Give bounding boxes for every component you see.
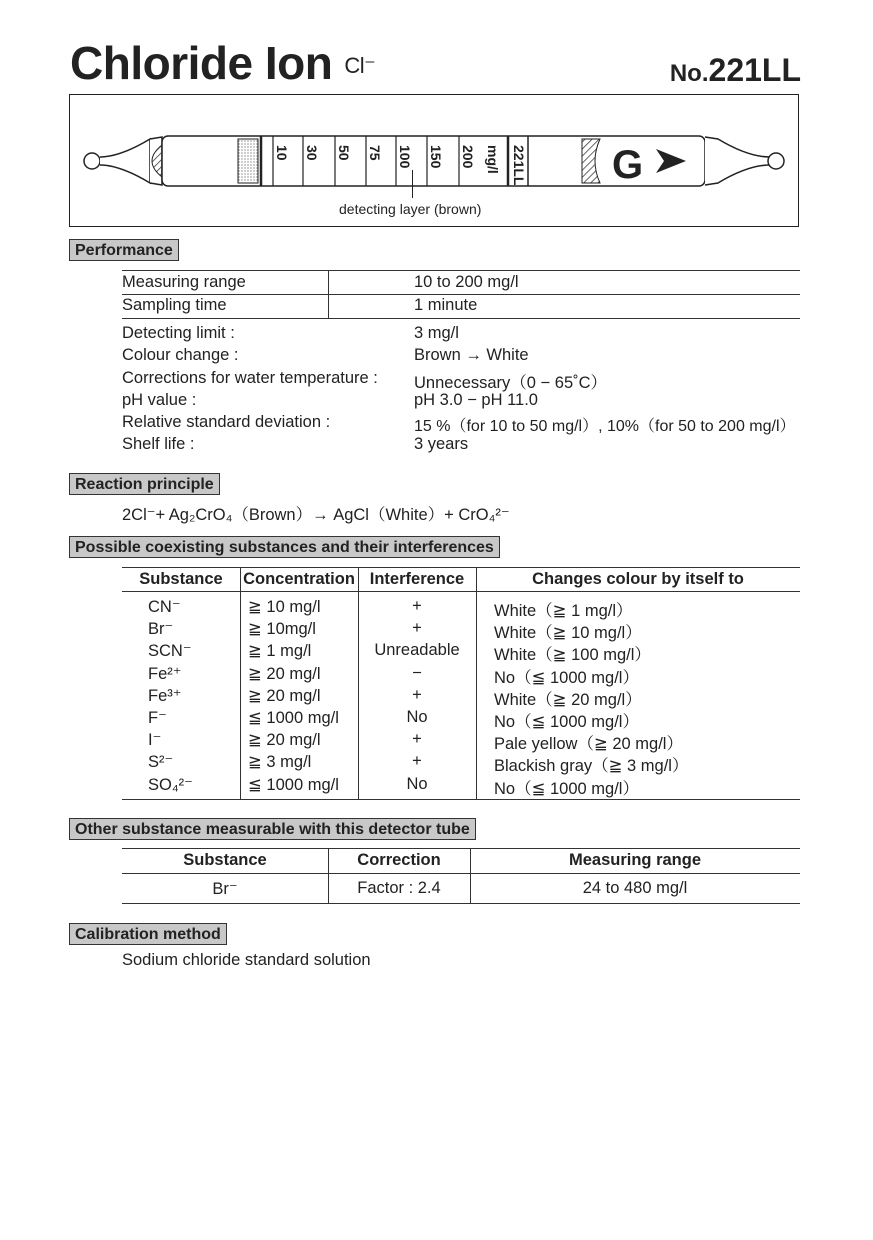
perf-item-value: Unnecessary（0 − 65˚C） (414, 374, 608, 392)
interf-cell-colour-change: Blackish gray（≧ 3 mg/l） (494, 757, 689, 776)
scale-label: 30 (304, 145, 320, 161)
interf-cell-substance: F⁻ (148, 709, 167, 727)
interf-cell-colour-change: Pale yellow（≧ 20 mg/l） (494, 735, 683, 754)
interf-cell-colour-change: No（≦ 1000 mg/l） (494, 713, 639, 731)
interf-cell-interference: + (412, 685, 422, 704)
caption-leader-line (412, 170, 413, 198)
interf-cell-colour-change: No（≦ 1000 mg/l） (494, 779, 639, 798)
other-substance-heading: Other substance measurable with this detector tube (69, 818, 476, 840)
interferences-heading: Possible coexisting substances and their interferences (69, 536, 500, 558)
perf-table-mid-rule (122, 294, 800, 295)
scale-label: 10 (274, 145, 290, 161)
perf-table-label: Measuring range (122, 273, 246, 291)
interf-cell-interference: + (412, 619, 422, 638)
other-cell-range: 24 to 480 mg/l (582, 879, 688, 897)
perf-item-label: Shelf life : (122, 435, 195, 453)
interf-cell-substance: Br⁻ (148, 620, 174, 639)
other-table-header-rule (122, 873, 800, 874)
interf-cell-substance: Fe²⁺ (148, 664, 182, 683)
perf-item-label: Corrections for water temperature : (122, 369, 378, 387)
reaction-equation: 2Cl⁻+ Ag₂CrO₄（Brown）→ AgCl（White）+ CrO₄²⁻ (122, 506, 510, 524)
interf-cell-interference: No (406, 774, 428, 793)
interf-cell-substance: I⁻ (148, 731, 162, 750)
tube-caption: detecting layer (brown) (339, 201, 482, 217)
calibration-text: Sodium chloride standard solution (122, 951, 371, 969)
perf-item-value: Brown → White (414, 346, 529, 364)
interf-cell-colour-change: White（≧ 100 mg/l） (494, 646, 651, 665)
product-number-value: 221LL (708, 52, 801, 88)
logo-letter: G (612, 143, 644, 187)
perf-table-label: Sampling time (122, 296, 227, 314)
interf-cell-interference: + (412, 597, 422, 615)
interf-table-bottom-rule (122, 799, 800, 800)
interf-cell-colour-change: White（≧ 1 mg/l） (494, 602, 633, 620)
interf-cell-interference: Unreadable (374, 641, 460, 660)
page-title (70, 36, 375, 90)
other-cell-substance: Br⁻ (212, 880, 238, 898)
interf-col-header: Interference (369, 570, 465, 588)
interf-col-divider (240, 567, 241, 799)
scale-label: 150 (428, 145, 444, 169)
other-col-header: Correction (357, 851, 441, 869)
interf-cell-interference: − (412, 663, 422, 682)
perf-item-value: 3 years (414, 435, 469, 453)
interf-cell-substance: SO₄²⁻ (148, 775, 193, 794)
interf-table-top-rule (122, 567, 800, 568)
interf-cell-colour-change: White（≧ 20 mg/l） (494, 690, 642, 709)
tube-code: 221LL (511, 145, 527, 186)
title-text: Chloride Ion (70, 37, 333, 89)
perf-table-value: 10 to 200 mg/l (414, 273, 519, 291)
perf-table-divider (328, 270, 329, 318)
interf-cell-concentration: ≧ 20 mg/l (248, 664, 321, 683)
product-number-prefix: No. (669, 60, 709, 87)
product-number (670, 52, 801, 89)
interf-cell-concentration: ≧ 3 mg/l (248, 753, 312, 772)
calibration-heading: Calibration method (69, 923, 227, 945)
interf-cell-substance: CN⁻ (148, 598, 181, 616)
interf-cell-concentration: ≧ 1 mg/l (248, 642, 312, 661)
scale-label: 200 (460, 145, 476, 169)
interf-col-divider (476, 567, 477, 799)
reaction-heading: Reaction principle (69, 473, 220, 495)
interf-cell-interference: + (412, 752, 422, 771)
interf-cell-colour-change: White（≧ 10 mg/l） (494, 624, 642, 643)
interf-cell-concentration: ≧ 10 mg/l (248, 598, 321, 616)
interf-cell-interference: + (412, 730, 422, 749)
perf-table-bottom-rule (122, 318, 800, 319)
perf-item-value: 3 mg/l (414, 324, 459, 342)
interf-cell-concentration: ≦ 1000 mg/l (248, 775, 339, 794)
other-col-header: Substance (183, 851, 267, 869)
interf-cell-colour-change: No（≦ 1000 mg/l） (494, 668, 639, 687)
other-table-top-rule (122, 848, 800, 849)
interf-table-header-rule (122, 591, 800, 592)
scale-label: 100 (397, 145, 413, 169)
scale-label: 50 (336, 145, 352, 161)
interf-cell-concentration: ≧ 20 mg/l (248, 686, 321, 705)
interf-cell-substance: SCN⁻ (148, 642, 192, 661)
perf-item-label: Detecting limit : (122, 324, 235, 342)
interf-cell-concentration: ≧ 10mg/l (248, 620, 316, 639)
perf-item-label: pH value : (122, 391, 197, 409)
interf-cell-substance: Fe³⁺ (148, 686, 182, 705)
other-table-bottom-rule (122, 903, 800, 904)
interf-cell-substance: S²⁻ (148, 753, 174, 772)
performance-heading: Performance (69, 239, 179, 261)
scale-unit: mg/l (485, 145, 501, 174)
perf-item-value: pH 3.0 − pH 11.0 (414, 391, 538, 409)
perf-item-label: Colour change : (122, 346, 239, 364)
other-col-header: Measuring range (568, 851, 702, 869)
perf-item-label: Relative standard deviation : (122, 413, 331, 431)
perf-table-value: 1 minute (414, 296, 478, 314)
title-formula: Cl⁻ (344, 53, 376, 78)
interf-cell-concentration: ≧ 20 mg/l (248, 731, 321, 750)
interf-col-header: Substance (139, 570, 223, 588)
perf-table-top-rule (122, 270, 800, 271)
interf-cell-concentration: ≦ 1000 mg/l (248, 709, 339, 727)
interf-col-header: Concentration (243, 570, 355, 588)
other-cell-correction: Factor : 2.4 (357, 879, 441, 897)
scale-label: 75 (367, 145, 383, 161)
perf-item-value: 15 %（for 10 to 50 mg/l）, 10%（for 50 to 200 mg/l） (414, 418, 796, 435)
interf-cell-interference: No (406, 708, 428, 726)
interf-col-header: Changes colour by itself to (532, 570, 744, 588)
